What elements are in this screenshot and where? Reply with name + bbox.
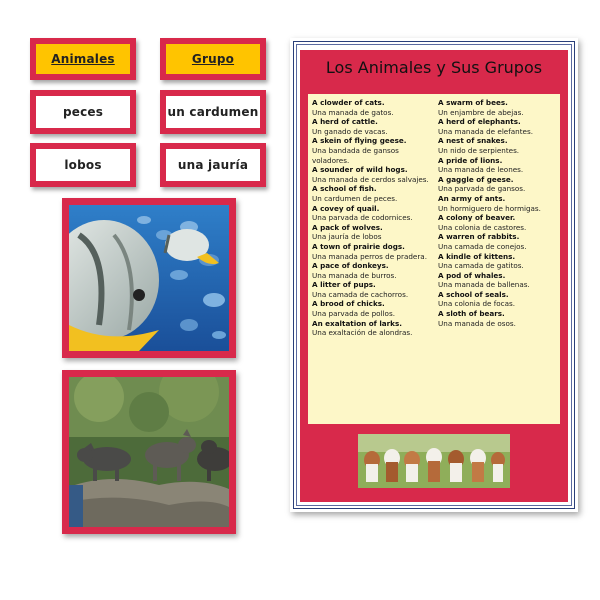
entry-spanish: Un ganado de vacas. — [312, 126, 388, 136]
animal-groups-poster — [290, 38, 578, 512]
fish-photo-card — [62, 198, 236, 358]
entry-spanish: Un nido de serpientes. — [438, 145, 520, 155]
entry-english: A kindle of kittens. — [438, 251, 516, 261]
card-jauria-label: una jauría — [177, 158, 249, 172]
entry-english: A pod of whales. — [438, 270, 506, 280]
poster-entry — [312, 280, 434, 299]
card-header-animales-label: Animales — [51, 52, 115, 66]
entry-spanish: Una manada de osos. — [438, 318, 516, 328]
poster-entry — [312, 242, 434, 261]
poster-left-column — [312, 98, 434, 338]
entry-english: A school of seals. — [438, 289, 509, 299]
entry-english: A covey of quail. — [312, 203, 380, 213]
entry-spanish: Un enjambre de abejas. — [438, 107, 524, 117]
card-peces — [30, 90, 136, 134]
entry-spanish: Una camada de gatitos. — [438, 261, 524, 271]
poster-entry — [438, 213, 560, 232]
poster-entry — [438, 194, 560, 213]
card-header-animales — [30, 38, 136, 80]
entry-english: An army of ants. — [438, 193, 506, 203]
entry-spanish: Un hormiguero de hormigas. — [438, 203, 541, 213]
entry-spanish: Una parvada de pollos. — [312, 309, 395, 319]
entry-spanish: Una colonia de focas. — [438, 299, 516, 309]
card-header-grupo — [160, 38, 266, 80]
poster-entry — [438, 309, 560, 328]
entry-english: A pack of wolves. — [312, 222, 383, 232]
entry-spanish: Una manada de leones. — [438, 165, 524, 175]
wolves-photo-card — [62, 370, 236, 534]
entry-english: A nest of snakes. — [438, 136, 508, 146]
entry-english: An exaltation of larks. — [312, 318, 402, 328]
entry-english: A litter of pups. — [312, 280, 376, 290]
poster-entry — [438, 117, 560, 136]
poster-entry — [438, 156, 560, 175]
entry-english: A clowder of cats. — [312, 98, 385, 107]
poster-entry — [312, 136, 434, 165]
card-lobos — [30, 143, 136, 187]
entry-english: A warren of rabbits. — [438, 232, 520, 242]
card-lobos-label: lobos — [64, 158, 102, 172]
fish-image — [69, 205, 229, 351]
wolves-photo — [69, 377, 229, 527]
poster-entry — [312, 223, 434, 242]
entry-spanish: Una colonia de castores. — [438, 222, 527, 232]
entry-english: A skein of flying geese. — [312, 136, 407, 146]
entry-english: A town of prairie dogs. — [312, 241, 405, 251]
card-cardumen-label: un cardumen — [167, 105, 259, 119]
poster-title: Los Animales y Sus Grupos — [325, 58, 543, 77]
poster-text-box — [308, 94, 560, 424]
poster-entry — [438, 136, 560, 155]
entry-spanish: Una jauría de lobos — [312, 232, 382, 242]
poster-entry — [438, 98, 560, 117]
poster-entry — [312, 184, 434, 203]
entry-english: A gaggle of geese. — [438, 174, 514, 184]
entry-spanish: Una camada de cachorros. — [312, 289, 409, 299]
wolves-image — [69, 377, 229, 527]
poster-entry — [312, 204, 434, 223]
cows-image — [358, 434, 510, 488]
poster-right-column — [438, 98, 560, 328]
entry-english: A herd of elephants. — [438, 117, 521, 127]
card-jauria — [160, 143, 266, 187]
entry-english: A brood of chicks. — [312, 299, 385, 309]
poster-entry — [438, 271, 560, 290]
card-peces-label: peces — [62, 105, 104, 119]
entry-spanish: Una camada de conejos. — [438, 241, 527, 251]
card-cardumen — [160, 90, 266, 134]
entry-english: A sounder of wild hogs. — [312, 165, 408, 175]
entry-english: A pace of donkeys. — [312, 261, 389, 271]
entry-spanish: Un cardumen de peces. — [312, 193, 398, 203]
poster-entry — [438, 175, 560, 194]
entry-spanish: Una manada de gatos. — [312, 107, 394, 117]
entry-spanish: Una manada de cerdos salvajes. — [312, 174, 429, 184]
entry-english: A colony of beaver. — [438, 213, 516, 223]
entry-english: A swarm of bees. — [438, 98, 508, 107]
cows-photo — [358, 434, 510, 488]
entry-spanish: Una manada de burros. — [312, 270, 397, 280]
entry-spanish: Una bandada de gansos voladores. — [312, 145, 399, 165]
fish-photo — [69, 205, 229, 351]
card-header-grupo-label: Grupo — [191, 52, 235, 66]
poster-panel — [300, 50, 568, 502]
entry-spanish: Una manada perros de pradera. — [312, 251, 427, 261]
poster-entry — [312, 117, 434, 136]
poster-entry — [312, 319, 434, 338]
entry-english: A herd of cattle. — [312, 117, 378, 127]
poster-entry — [312, 299, 434, 318]
entry-spanish: Una manada de ballenas. — [438, 280, 530, 290]
poster-entry — [438, 252, 560, 271]
poster-entry — [312, 165, 434, 184]
entry-english: A school of fish. — [312, 184, 377, 194]
poster-entry — [438, 290, 560, 309]
poster-entry — [312, 98, 434, 117]
entry-spanish: Una parvada de codornices. — [312, 213, 413, 223]
poster-entry — [438, 232, 560, 251]
entry-spanish: Una parvada de gansos. — [438, 184, 526, 194]
poster-entry — [312, 261, 434, 280]
entry-english: A pride of lions. — [438, 155, 503, 165]
entry-spanish: Una exaltación de alondras. — [312, 328, 413, 338]
entry-spanish: Una manada de elefantes. — [438, 126, 533, 136]
entry-english: A sloth of bears. — [438, 309, 505, 319]
